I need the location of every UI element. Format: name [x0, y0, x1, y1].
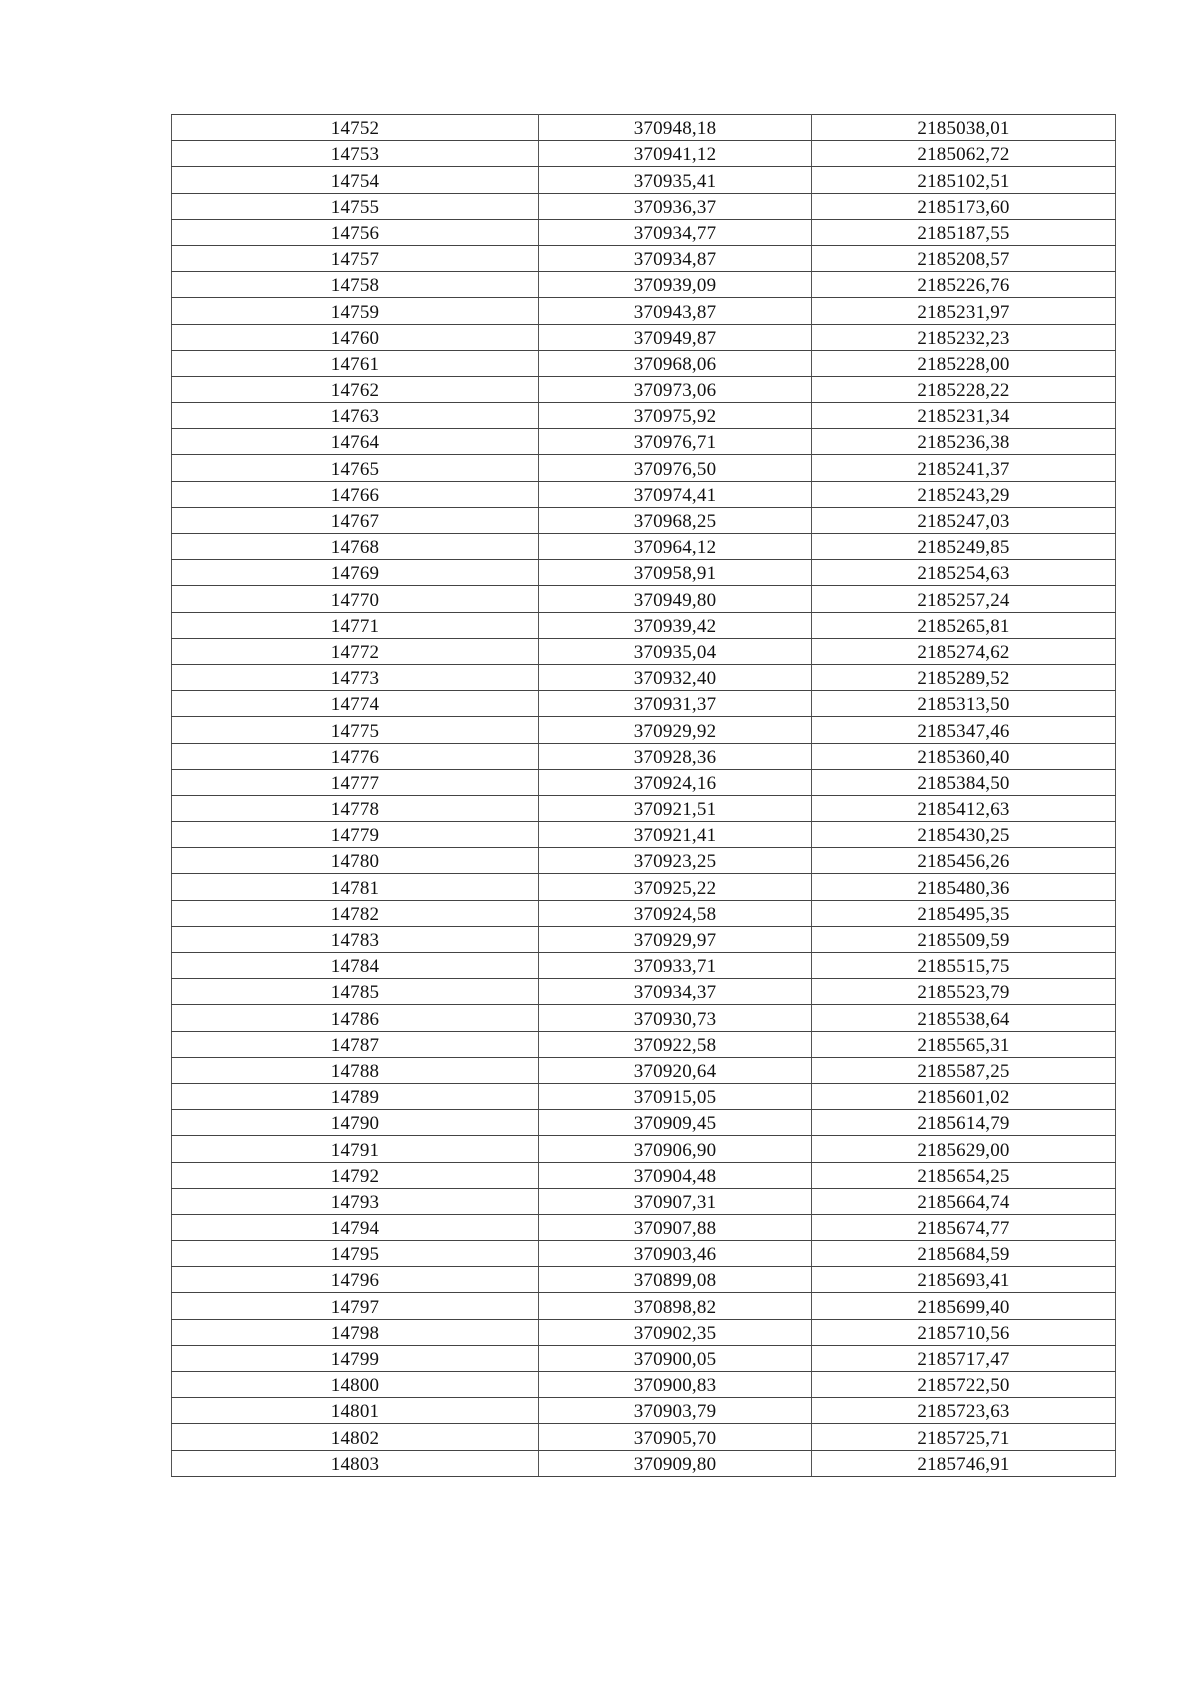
y-coordinate-cell: 2185587,25 — [812, 1057, 1116, 1083]
point-number-cell: 14765 — [172, 455, 539, 481]
point-number-cell: 14760 — [172, 324, 539, 350]
x-coordinate-cell: 370934,37 — [539, 979, 812, 1005]
table-row — [172, 638, 1116, 664]
table-row — [172, 481, 1116, 507]
y-coordinate-cell: 2185228,00 — [812, 350, 1116, 376]
point-number-cell: 14784 — [172, 953, 539, 979]
table-row — [172, 245, 1116, 271]
point-number-cell: 14755 — [172, 193, 539, 219]
x-coordinate-cell: 370939,09 — [539, 272, 812, 298]
y-coordinate-cell: 2185187,55 — [812, 219, 1116, 245]
y-coordinate-cell: 2185684,59 — [812, 1241, 1116, 1267]
table-row — [172, 743, 1116, 769]
table-row — [172, 848, 1116, 874]
point-number-cell: 14754 — [172, 167, 539, 193]
table-row — [172, 926, 1116, 952]
table-row — [172, 1136, 1116, 1162]
point-number-cell: 14801 — [172, 1398, 539, 1424]
table-row — [172, 795, 1116, 821]
point-number-cell: 14799 — [172, 1345, 539, 1371]
y-coordinate-cell: 2185565,31 — [812, 1031, 1116, 1057]
point-number-cell: 14778 — [172, 795, 539, 821]
y-coordinate-cell: 2185384,50 — [812, 769, 1116, 795]
y-coordinate-cell: 2185723,63 — [812, 1398, 1116, 1424]
point-number-cell: 14757 — [172, 245, 539, 271]
point-number-cell: 14770 — [172, 586, 539, 612]
y-coordinate-cell: 2185208,57 — [812, 245, 1116, 271]
table-row — [172, 219, 1116, 245]
x-coordinate-cell: 370935,04 — [539, 638, 812, 664]
x-coordinate-cell: 370933,71 — [539, 953, 812, 979]
y-coordinate-cell: 2185674,77 — [812, 1214, 1116, 1240]
coordinates-table — [171, 114, 1116, 1477]
table-row — [172, 953, 1116, 979]
y-coordinate-cell: 2185722,50 — [812, 1372, 1116, 1398]
table-row — [172, 350, 1116, 376]
x-coordinate-cell: 370921,41 — [539, 822, 812, 848]
y-coordinate-cell: 2185265,81 — [812, 612, 1116, 638]
table-row — [172, 1241, 1116, 1267]
point-number-cell: 14802 — [172, 1424, 539, 1450]
point-number-cell: 14795 — [172, 1241, 539, 1267]
point-number-cell: 14803 — [172, 1450, 539, 1476]
x-coordinate-cell: 370906,90 — [539, 1136, 812, 1162]
table-row — [172, 429, 1116, 455]
x-coordinate-cell: 370928,36 — [539, 743, 812, 769]
table-row — [172, 900, 1116, 926]
point-number-cell: 14771 — [172, 612, 539, 638]
point-number-cell: 14763 — [172, 403, 539, 429]
point-number-cell: 14766 — [172, 481, 539, 507]
point-number-cell: 14768 — [172, 534, 539, 560]
y-coordinate-cell: 2185062,72 — [812, 141, 1116, 167]
x-coordinate-cell: 370904,48 — [539, 1162, 812, 1188]
y-coordinate-cell: 2185360,40 — [812, 743, 1116, 769]
point-number-cell: 14800 — [172, 1372, 539, 1398]
table-row — [172, 822, 1116, 848]
x-coordinate-cell: 370949,87 — [539, 324, 812, 350]
x-coordinate-cell: 370930,73 — [539, 1005, 812, 1031]
table-row — [172, 1162, 1116, 1188]
y-coordinate-cell: 2185236,38 — [812, 429, 1116, 455]
x-coordinate-cell: 370973,06 — [539, 376, 812, 402]
table-row — [172, 717, 1116, 743]
x-coordinate-cell: 370935,41 — [539, 167, 812, 193]
table-row — [172, 115, 1116, 141]
table-row — [172, 560, 1116, 586]
point-number-cell: 14790 — [172, 1110, 539, 1136]
point-number-cell: 14781 — [172, 874, 539, 900]
x-coordinate-cell: 370923,25 — [539, 848, 812, 874]
x-coordinate-cell: 370907,31 — [539, 1188, 812, 1214]
table-row — [172, 1424, 1116, 1450]
y-coordinate-cell: 2185699,40 — [812, 1293, 1116, 1319]
table-row — [172, 1267, 1116, 1293]
x-coordinate-cell: 370903,79 — [539, 1398, 812, 1424]
x-coordinate-cell: 370939,42 — [539, 612, 812, 638]
y-coordinate-cell: 2185102,51 — [812, 167, 1116, 193]
x-coordinate-cell: 370968,06 — [539, 350, 812, 376]
x-coordinate-cell: 370925,22 — [539, 874, 812, 900]
table-row — [172, 507, 1116, 533]
point-number-cell: 14758 — [172, 272, 539, 298]
y-coordinate-cell: 2185654,25 — [812, 1162, 1116, 1188]
x-coordinate-cell: 370931,37 — [539, 691, 812, 717]
y-coordinate-cell: 2185664,74 — [812, 1188, 1116, 1214]
table-row — [172, 534, 1116, 560]
y-coordinate-cell: 2185412,63 — [812, 795, 1116, 821]
x-coordinate-cell: 370975,92 — [539, 403, 812, 429]
y-coordinate-cell: 2185629,00 — [812, 1136, 1116, 1162]
x-coordinate-cell: 370968,25 — [539, 507, 812, 533]
y-coordinate-cell: 2185601,02 — [812, 1083, 1116, 1109]
point-number-cell: 14797 — [172, 1293, 539, 1319]
point-number-cell: 14791 — [172, 1136, 539, 1162]
x-coordinate-cell: 370932,40 — [539, 664, 812, 690]
x-coordinate-cell: 370902,35 — [539, 1319, 812, 1345]
y-coordinate-cell: 2185495,35 — [812, 900, 1116, 926]
y-coordinate-cell: 2185173,60 — [812, 193, 1116, 219]
y-coordinate-cell: 2185232,23 — [812, 324, 1116, 350]
x-coordinate-cell: 370948,18 — [539, 115, 812, 141]
table-row — [172, 1450, 1116, 1476]
x-coordinate-cell: 370958,91 — [539, 560, 812, 586]
x-coordinate-cell: 370907,88 — [539, 1214, 812, 1240]
x-coordinate-cell: 370900,83 — [539, 1372, 812, 1398]
point-number-cell: 14793 — [172, 1188, 539, 1214]
x-coordinate-cell: 370976,50 — [539, 455, 812, 481]
table-row — [172, 1319, 1116, 1345]
x-coordinate-cell: 370922,58 — [539, 1031, 812, 1057]
y-coordinate-cell: 2185247,03 — [812, 507, 1116, 533]
y-coordinate-cell: 2185509,59 — [812, 926, 1116, 952]
x-coordinate-cell: 370924,16 — [539, 769, 812, 795]
y-coordinate-cell: 2185746,91 — [812, 1450, 1116, 1476]
x-coordinate-cell: 370899,08 — [539, 1267, 812, 1293]
y-coordinate-cell: 2185289,52 — [812, 664, 1116, 690]
table-row — [172, 455, 1116, 481]
table-row — [172, 1214, 1116, 1240]
y-coordinate-cell: 2185456,26 — [812, 848, 1116, 874]
table-row — [172, 691, 1116, 717]
x-coordinate-cell: 370941,12 — [539, 141, 812, 167]
y-coordinate-cell: 2185313,50 — [812, 691, 1116, 717]
table-row — [172, 272, 1116, 298]
point-number-cell: 14772 — [172, 638, 539, 664]
point-number-cell: 14779 — [172, 822, 539, 848]
y-coordinate-cell: 2185430,25 — [812, 822, 1116, 848]
point-number-cell: 14776 — [172, 743, 539, 769]
table-row — [172, 376, 1116, 402]
x-coordinate-cell: 370903,46 — [539, 1241, 812, 1267]
table-row — [172, 1031, 1116, 1057]
y-coordinate-cell: 2185254,63 — [812, 560, 1116, 586]
point-number-cell: 14756 — [172, 219, 539, 245]
x-coordinate-cell: 370920,64 — [539, 1057, 812, 1083]
point-number-cell: 14752 — [172, 115, 539, 141]
y-coordinate-cell: 2185523,79 — [812, 979, 1116, 1005]
point-number-cell: 14777 — [172, 769, 539, 795]
y-coordinate-cell: 2185038,01 — [812, 115, 1116, 141]
table-row — [172, 874, 1116, 900]
y-coordinate-cell: 2185710,56 — [812, 1319, 1116, 1345]
table-row — [172, 141, 1116, 167]
point-number-cell: 14782 — [172, 900, 539, 926]
x-coordinate-cell: 370949,80 — [539, 586, 812, 612]
table-row — [172, 167, 1116, 193]
x-coordinate-cell: 370909,80 — [539, 1450, 812, 1476]
y-coordinate-cell: 2185243,29 — [812, 481, 1116, 507]
y-coordinate-cell: 2185480,36 — [812, 874, 1116, 900]
table-row — [172, 403, 1116, 429]
table-row — [172, 193, 1116, 219]
point-number-cell: 14761 — [172, 350, 539, 376]
y-coordinate-cell: 2185693,41 — [812, 1267, 1116, 1293]
y-coordinate-cell: 2185241,37 — [812, 455, 1116, 481]
x-coordinate-cell: 370964,12 — [539, 534, 812, 560]
point-number-cell: 14759 — [172, 298, 539, 324]
point-number-cell: 14753 — [172, 141, 539, 167]
x-coordinate-cell: 370915,05 — [539, 1083, 812, 1109]
point-number-cell: 14792 — [172, 1162, 539, 1188]
point-number-cell: 14764 — [172, 429, 539, 455]
point-number-cell: 14774 — [172, 691, 539, 717]
x-coordinate-cell: 370943,87 — [539, 298, 812, 324]
point-number-cell: 14767 — [172, 507, 539, 533]
table-row — [172, 1345, 1116, 1371]
y-coordinate-cell: 2185231,97 — [812, 298, 1116, 324]
y-coordinate-cell: 2185717,47 — [812, 1345, 1116, 1371]
table-row — [172, 1110, 1116, 1136]
x-coordinate-cell: 370976,71 — [539, 429, 812, 455]
y-coordinate-cell: 2185538,64 — [812, 1005, 1116, 1031]
x-coordinate-cell: 370924,58 — [539, 900, 812, 926]
x-coordinate-cell: 370974,41 — [539, 481, 812, 507]
table-row — [172, 1083, 1116, 1109]
table-row — [172, 1398, 1116, 1424]
y-coordinate-cell: 2185228,22 — [812, 376, 1116, 402]
table-row — [172, 1372, 1116, 1398]
x-coordinate-cell: 370898,82 — [539, 1293, 812, 1319]
point-number-cell: 14786 — [172, 1005, 539, 1031]
x-coordinate-cell: 370909,45 — [539, 1110, 812, 1136]
point-number-cell: 14798 — [172, 1319, 539, 1345]
table-row — [172, 1293, 1116, 1319]
table-row — [172, 1188, 1116, 1214]
coordinates-table-body — [172, 115, 1116, 1477]
x-coordinate-cell: 370934,87 — [539, 245, 812, 271]
table-row — [172, 612, 1116, 638]
x-coordinate-cell: 370929,92 — [539, 717, 812, 743]
point-number-cell: 14789 — [172, 1083, 539, 1109]
y-coordinate-cell: 2185231,34 — [812, 403, 1116, 429]
table-row — [172, 664, 1116, 690]
x-coordinate-cell: 370929,97 — [539, 926, 812, 952]
point-number-cell: 14769 — [172, 560, 539, 586]
y-coordinate-cell: 2185725,71 — [812, 1424, 1116, 1450]
point-number-cell: 14762 — [172, 376, 539, 402]
y-coordinate-cell: 2185257,24 — [812, 586, 1116, 612]
x-coordinate-cell: 370905,70 — [539, 1424, 812, 1450]
point-number-cell: 14787 — [172, 1031, 539, 1057]
point-number-cell: 14796 — [172, 1267, 539, 1293]
table-row — [172, 979, 1116, 1005]
table-row — [172, 769, 1116, 795]
y-coordinate-cell: 2185274,62 — [812, 638, 1116, 664]
y-coordinate-cell: 2185614,79 — [812, 1110, 1116, 1136]
table-row — [172, 586, 1116, 612]
x-coordinate-cell: 370900,05 — [539, 1345, 812, 1371]
y-coordinate-cell: 2185515,75 — [812, 953, 1116, 979]
table-row — [172, 298, 1116, 324]
x-coordinate-cell: 370934,77 — [539, 219, 812, 245]
point-number-cell: 14780 — [172, 848, 539, 874]
y-coordinate-cell: 2185347,46 — [812, 717, 1116, 743]
point-number-cell: 14773 — [172, 664, 539, 690]
point-number-cell: 14794 — [172, 1214, 539, 1240]
y-coordinate-cell: 2185249,85 — [812, 534, 1116, 560]
point-number-cell: 14775 — [172, 717, 539, 743]
y-coordinate-cell: 2185226,76 — [812, 272, 1116, 298]
table-row — [172, 1005, 1116, 1031]
x-coordinate-cell: 370936,37 — [539, 193, 812, 219]
table-row — [172, 324, 1116, 350]
point-number-cell: 14783 — [172, 926, 539, 952]
point-number-cell: 14788 — [172, 1057, 539, 1083]
table-row — [172, 1057, 1116, 1083]
x-coordinate-cell: 370921,51 — [539, 795, 812, 821]
point-number-cell: 14785 — [172, 979, 539, 1005]
